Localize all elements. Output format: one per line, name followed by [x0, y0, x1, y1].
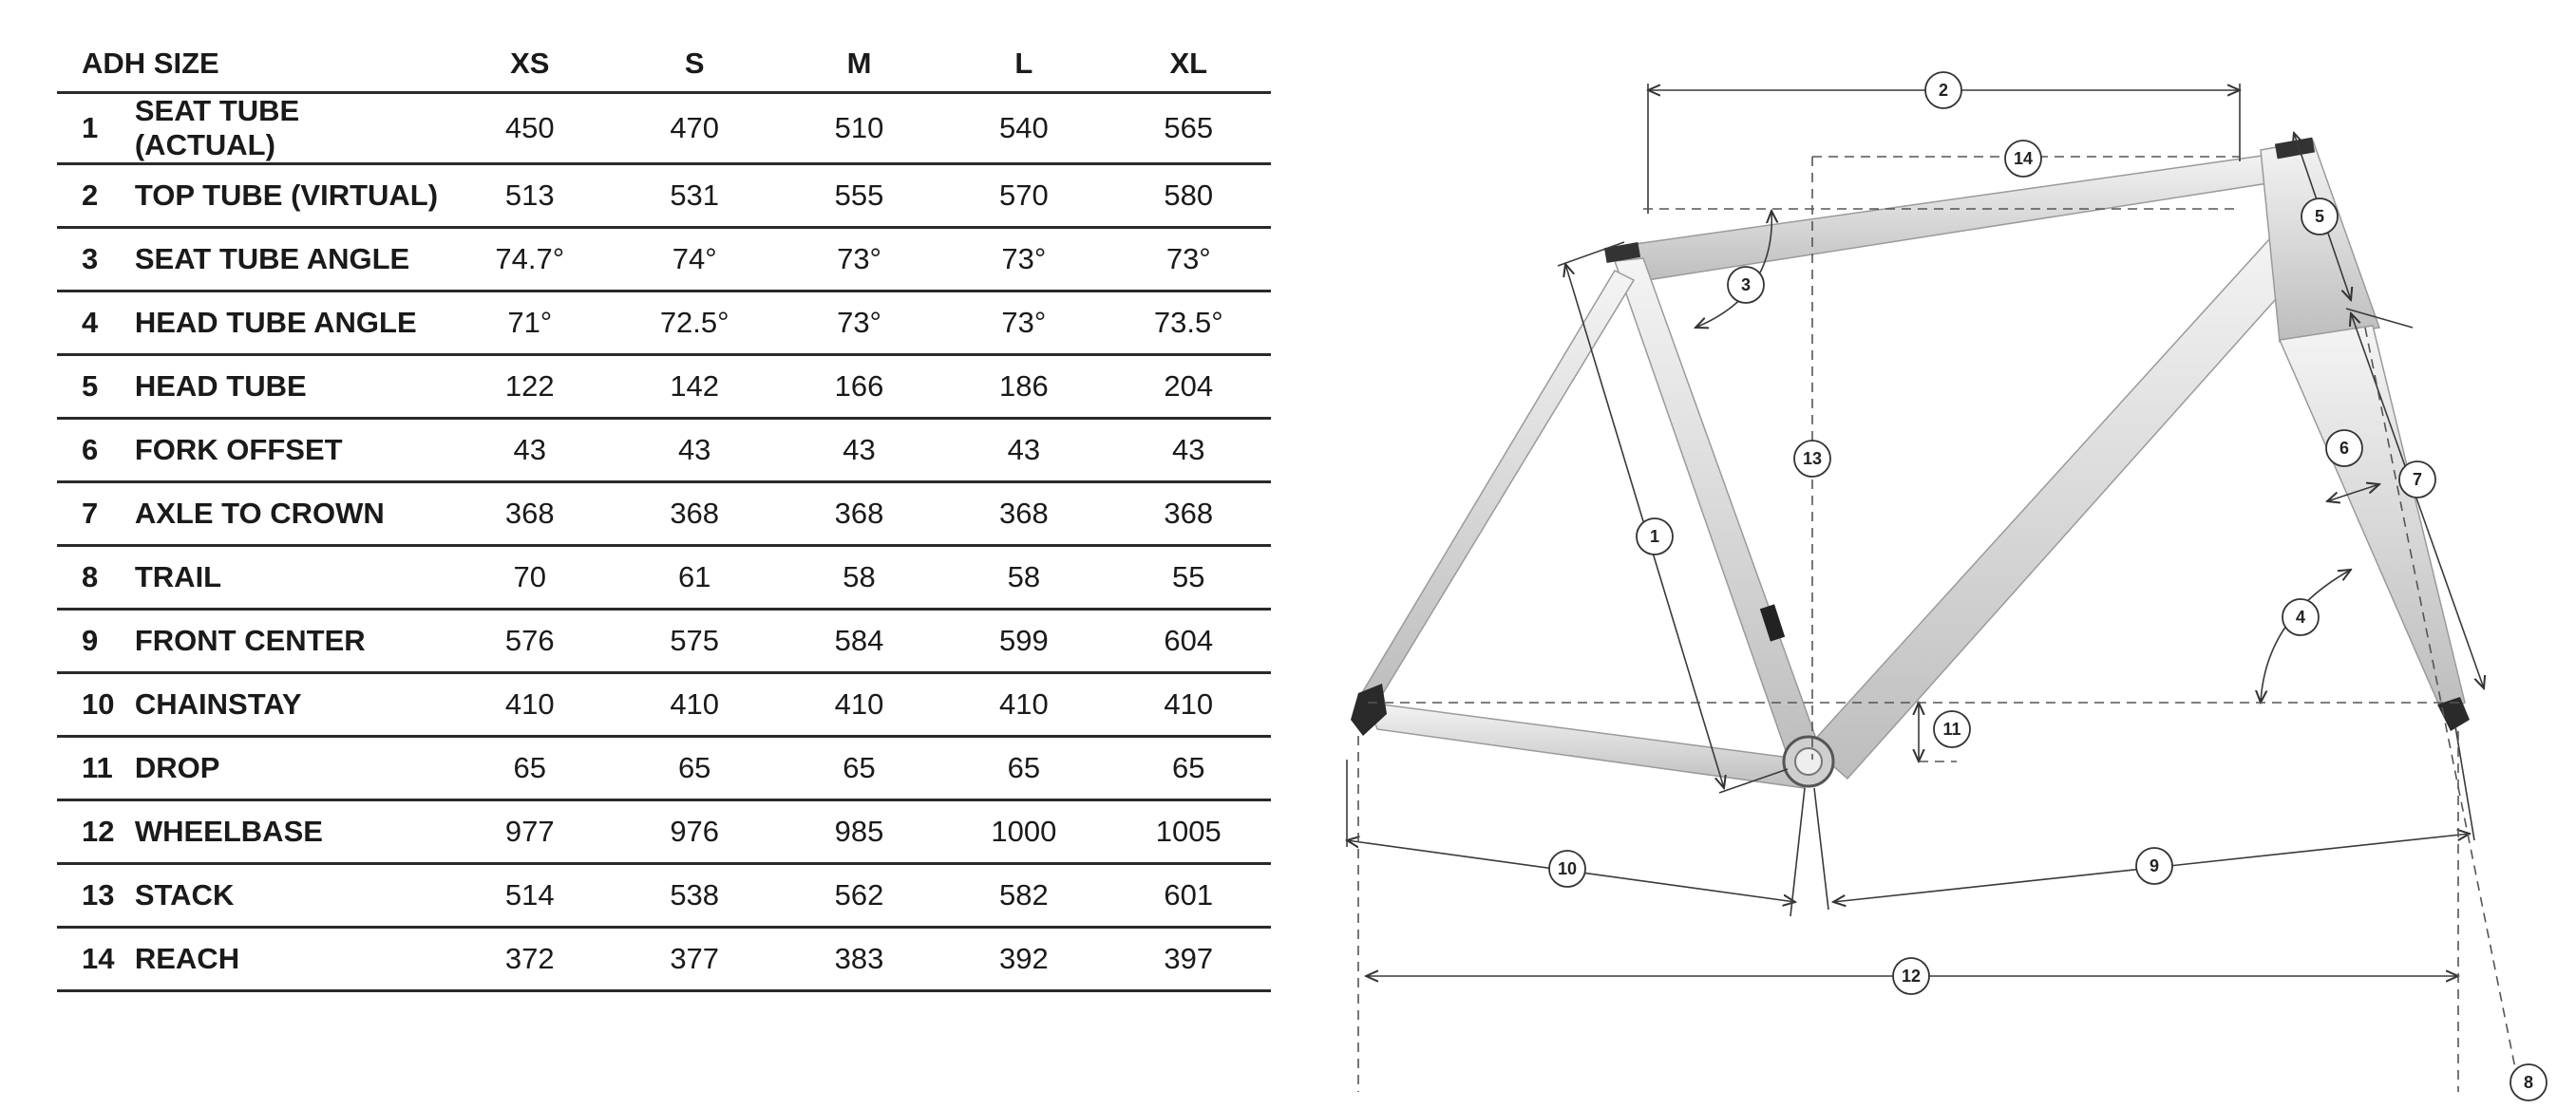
cell-xs: 43 — [447, 419, 612, 482]
cell-xs: 576 — [447, 610, 612, 673]
svg-text:10: 10 — [1557, 859, 1578, 878]
cell-l: 570 — [941, 164, 1106, 228]
cell-s: 470 — [612, 93, 776, 164]
row-measurement-name: REACH — [135, 928, 447, 991]
svg-text:9: 9 — [2149, 856, 2160, 875]
cell-xl: 410 — [1107, 673, 1271, 737]
svg-text:4: 4 — [2295, 608, 2306, 627]
row-measurement-name: FORK OFFSET — [135, 419, 447, 482]
table-row — [57, 93, 1271, 164]
top-tube — [1615, 152, 2299, 283]
row-number: 12 — [57, 800, 135, 864]
row-number: 4 — [57, 291, 135, 355]
table-row — [57, 164, 1271, 228]
cell-s: 368 — [612, 482, 776, 546]
head-tube — [2261, 141, 2379, 342]
callout-9 — [2136, 848, 2172, 884]
callout-4 — [2282, 599, 2319, 635]
cell-m: 555 — [777, 164, 941, 228]
cell-xs: 122 — [447, 355, 612, 419]
cell-xs: 410 — [447, 673, 612, 737]
row-number: 8 — [57, 546, 135, 610]
cell-xl: 604 — [1107, 610, 1271, 673]
callout-5 — [2301, 198, 2338, 235]
cell-s: 72.5° — [612, 291, 776, 355]
cell-m: 73° — [777, 291, 941, 355]
row-measurement-name: CHAINSTAY — [135, 673, 447, 737]
callout-2 — [1925, 72, 1961, 108]
table-row — [57, 228, 1271, 291]
cell-xl: 580 — [1107, 164, 1271, 228]
callout-13 — [1794, 441, 1830, 477]
table-row — [57, 355, 1271, 419]
row-number: 6 — [57, 419, 135, 482]
bike-frame-diagram — [1330, 38, 2565, 1109]
cell-xs: 450 — [447, 93, 612, 164]
row-number: 5 — [57, 355, 135, 419]
cell-xs: 71° — [447, 291, 612, 355]
table-row — [57, 864, 1271, 928]
table-row — [57, 673, 1271, 737]
cell-xl: 73° — [1107, 228, 1271, 291]
cell-xl: 368 — [1107, 482, 1271, 546]
cell-l: 540 — [941, 93, 1106, 164]
cell-s: 65 — [612, 737, 776, 800]
callout-8 — [2510, 1064, 2547, 1100]
geometry-table — [57, 36, 1271, 992]
cell-l: 392 — [941, 928, 1106, 991]
seat-tube — [1615, 258, 1824, 764]
row-measurement-name: SEAT TUBE (ACTUAL) — [135, 93, 447, 164]
row-measurement-name: WHEELBASE — [135, 800, 447, 864]
row-number: 13 — [57, 864, 135, 928]
cell-s: 575 — [612, 610, 776, 673]
table-row — [57, 610, 1271, 673]
callout-11 — [1934, 711, 1970, 747]
callout-10 — [1549, 851, 1585, 887]
cell-m: 166 — [777, 355, 941, 419]
cell-s: 61 — [612, 546, 776, 610]
row-measurement-name: FRONT CENTER — [135, 610, 447, 673]
row-number: 14 — [57, 928, 135, 991]
chainstay — [1368, 703, 1805, 788]
row-measurement-name: STACK — [135, 864, 447, 928]
size-header-xl: XL — [1107, 36, 1271, 93]
cell-s: 976 — [612, 800, 776, 864]
cell-xs: 513 — [447, 164, 612, 228]
svg-text:13: 13 — [1802, 449, 1823, 468]
svg-text:7: 7 — [2412, 470, 2423, 489]
row-measurement-name: AXLE TO CROWN — [135, 482, 447, 546]
table-row — [57, 291, 1271, 355]
cell-m: 562 — [777, 864, 941, 928]
row-measurement-name: TRAIL — [135, 546, 447, 610]
cell-xl: 55 — [1107, 546, 1271, 610]
cell-xs: 514 — [447, 864, 612, 928]
svg-text:14: 14 — [2013, 149, 2034, 168]
cell-xl: 601 — [1107, 864, 1271, 928]
cell-m: 985 — [777, 800, 941, 864]
table-row — [57, 737, 1271, 800]
table-row — [57, 800, 1271, 864]
cell-s: 410 — [612, 673, 776, 737]
cell-m: 410 — [777, 673, 941, 737]
cell-xs: 368 — [447, 482, 612, 546]
cell-l: 186 — [941, 355, 1106, 419]
size-header-label: ADH SIZE — [57, 36, 447, 93]
cell-xs: 74.7° — [447, 228, 612, 291]
cell-xs: 65 — [447, 737, 612, 800]
cell-xs: 70 — [447, 546, 612, 610]
cell-l: 73° — [941, 291, 1106, 355]
svg-text:12: 12 — [1901, 967, 1922, 986]
row-measurement-name: HEAD TUBE ANGLE — [135, 291, 447, 355]
fork — [2280, 326, 2465, 714]
bike-frame — [1351, 138, 2470, 788]
seat-stay — [1363, 271, 1634, 703]
size-header-xs: XS — [447, 36, 612, 93]
callout-7 — [2399, 461, 2435, 498]
cell-xl: 1005 — [1107, 800, 1271, 864]
svg-text:3: 3 — [1740, 275, 1752, 294]
row-measurement-name: HEAD TUBE — [135, 355, 447, 419]
cell-xl: 397 — [1107, 928, 1271, 991]
cell-m: 383 — [777, 928, 941, 991]
svg-text:11: 11 — [1942, 720, 1961, 739]
table-row — [57, 928, 1271, 991]
svg-text:1: 1 — [1649, 527, 1660, 546]
callout-3 — [1728, 267, 1764, 303]
cell-m: 510 — [777, 93, 941, 164]
cell-l: 599 — [941, 610, 1106, 673]
row-number: 7 — [57, 482, 135, 546]
cell-s: 531 — [612, 164, 776, 228]
cell-xs: 977 — [447, 800, 612, 864]
svg-text:6: 6 — [2339, 439, 2350, 458]
callout-6 — [2326, 430, 2362, 466]
down-tube — [1809, 228, 2322, 779]
cell-s: 142 — [612, 355, 776, 419]
size-header-l: L — [941, 36, 1106, 93]
row-number: 3 — [57, 228, 135, 291]
size-header-m: M — [777, 36, 941, 93]
row-measurement-name: DROP — [135, 737, 447, 800]
svg-text:8: 8 — [2523, 1073, 2534, 1092]
cell-l: 73° — [941, 228, 1106, 291]
cell-l: 1000 — [941, 800, 1106, 864]
cell-l: 65 — [941, 737, 1106, 800]
callout-14 — [2005, 141, 2041, 177]
row-number: 9 — [57, 610, 135, 673]
cell-xl: 73.5° — [1107, 291, 1271, 355]
callout-1 — [1637, 518, 1673, 554]
cell-xs: 372 — [447, 928, 612, 991]
row-measurement-name: SEAT TUBE ANGLE — [135, 228, 447, 291]
cell-l: 58 — [941, 546, 1106, 610]
svg-text:5: 5 — [2314, 207, 2325, 226]
cell-m: 65 — [777, 737, 941, 800]
cell-l: 410 — [941, 673, 1106, 737]
cell-xl: 43 — [1107, 419, 1271, 482]
cell-m: 58 — [777, 546, 941, 610]
row-number: 2 — [57, 164, 135, 228]
cell-s: 377 — [612, 928, 776, 991]
cell-s: 74° — [612, 228, 776, 291]
cell-m: 43 — [777, 419, 941, 482]
table-row — [57, 546, 1271, 610]
callout-12 — [1893, 958, 1929, 994]
svg-text:2: 2 — [1938, 81, 1949, 100]
table-row — [57, 419, 1271, 482]
row-number: 1 — [57, 93, 135, 164]
cell-xl: 565 — [1107, 93, 1271, 164]
cell-l: 43 — [941, 419, 1106, 482]
cell-xl: 204 — [1107, 355, 1271, 419]
table-row — [57, 482, 1271, 546]
cell-s: 538 — [612, 864, 776, 928]
cell-l: 582 — [941, 864, 1106, 928]
cell-xl: 65 — [1107, 737, 1271, 800]
cell-m: 584 — [777, 610, 941, 673]
cell-s: 43 — [612, 419, 776, 482]
row-number: 11 — [57, 737, 135, 800]
size-header-s: S — [612, 36, 776, 93]
cell-l: 368 — [941, 482, 1106, 546]
cell-m: 73° — [777, 228, 941, 291]
row-number: 10 — [57, 673, 135, 737]
cell-m: 368 — [777, 482, 941, 546]
table-header-row — [57, 36, 1271, 93]
row-measurement-name: TOP TUBE (VIRTUAL) — [135, 164, 447, 228]
